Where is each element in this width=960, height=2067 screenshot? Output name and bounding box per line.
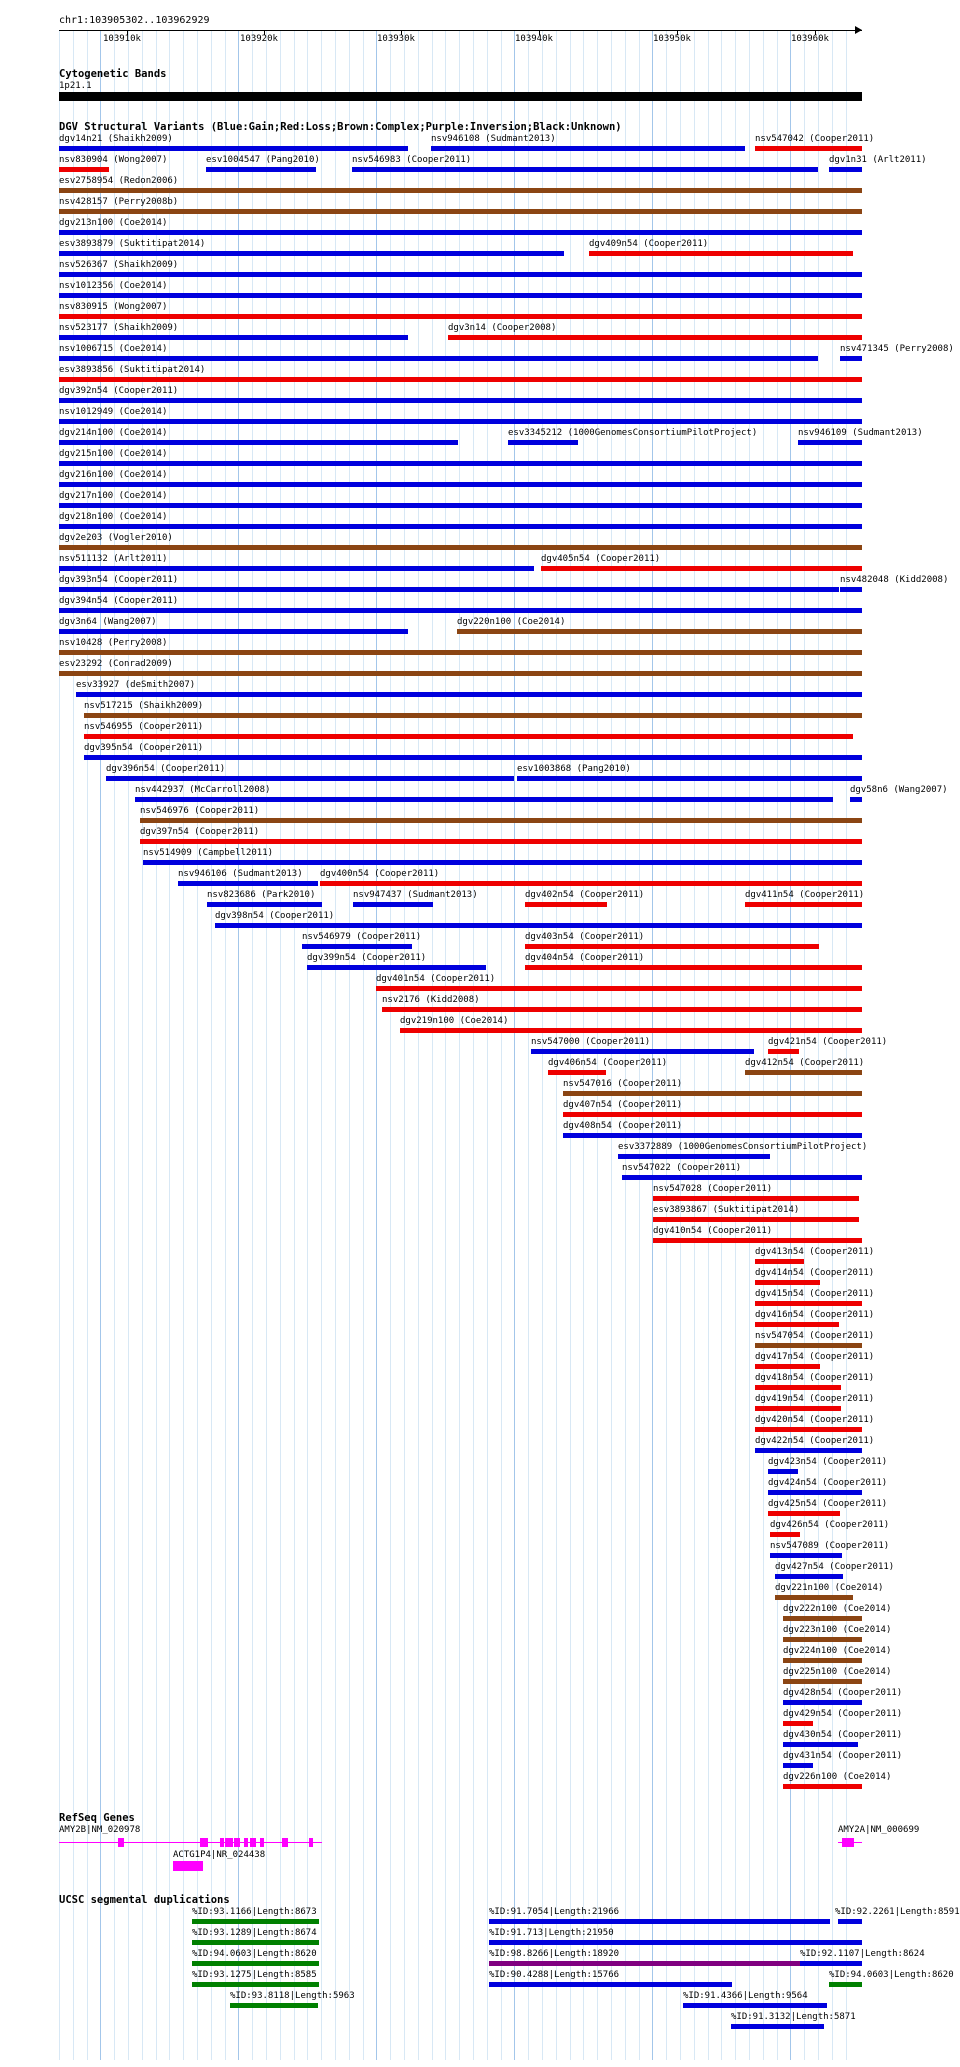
gene-exon: [282, 1838, 288, 1847]
variant-label[interactable]: dgv424n54 (Cooper2011): [768, 1478, 888, 1488]
variant-bar[interactable]: [143, 860, 862, 865]
variant-bar[interactable]: [59, 293, 862, 298]
variant-bar[interactable]: [755, 1364, 820, 1369]
variant-bar[interactable]: [653, 1196, 859, 1201]
variant-bar[interactable]: [508, 440, 578, 445]
variant-label[interactable]: dgv410n54 (Cooper2011): [653, 1226, 773, 1236]
variant-label[interactable]: esv1004547 (Pang2010): [206, 155, 320, 165]
variant-label[interactable]: nsv547042 (Cooper2011): [755, 134, 875, 144]
variant-label[interactable]: dgv422n54 (Cooper2011): [755, 1436, 875, 1446]
variant-label[interactable]: nsv546979 (Cooper2011): [302, 932, 422, 942]
dgv-track-title[interactable]: DGV Structural Variants (Blue:Gain;Red:Loss;Brown:Complex;Purple:Inversion;Black:Unknown): [59, 121, 622, 133]
variant-bar[interactable]: [770, 1532, 800, 1537]
variant-label[interactable]: nsv946108 (Sudmant2013): [431, 134, 556, 144]
variant-bar[interactable]: [563, 1091, 862, 1096]
variant-bar[interactable]: [850, 797, 862, 802]
variant-label[interactable]: nsv547028 (Cooper2011): [653, 1184, 773, 1194]
variant-label[interactable]: nsv1006715 (Coe2014): [59, 344, 168, 354]
variant-bar[interactable]: [206, 167, 316, 172]
variant-label[interactable]: dgv418n54 (Cooper2011): [755, 1373, 875, 1383]
variant-bar[interactable]: [59, 251, 564, 256]
segdup-label[interactable]: %ID:90.4288|Length:15766: [489, 1970, 620, 1980]
variant-bar[interactable]: [59, 440, 458, 445]
variant-bar[interactable]: [59, 356, 818, 361]
segdup-label[interactable]: %ID:93.8118|Length:5963: [230, 1991, 355, 2001]
variant-bar[interactable]: [755, 146, 862, 151]
variant-label[interactable]: dgv420n54 (Cooper2011): [755, 1415, 875, 1425]
variant-bar[interactable]: [59, 419, 862, 424]
variant-label[interactable]: nsv2176 (Kidd2008): [382, 995, 480, 1005]
segdup-label[interactable]: %ID:91.7054|Length:21966: [489, 1907, 620, 1917]
variant-bar[interactable]: [376, 986, 862, 991]
gene-label[interactable]: AMY2A|NM_000699: [838, 1825, 920, 1835]
variant-label[interactable]: dgv409n54 (Cooper2011): [589, 239, 709, 249]
variant-label[interactable]: dgv405n54 (Cooper2011): [541, 554, 661, 564]
variant-bar[interactable]: [755, 1301, 862, 1306]
variant-label[interactable]: esv3345212 (1000GenomesConsortiumPilotProject): [508, 428, 758, 438]
segdup-label[interactable]: %ID:98.8266|Length:18920: [489, 1949, 620, 1959]
variant-label[interactable]: dgv419n54 (Cooper2011): [755, 1394, 875, 1404]
variant-label[interactable]: nsv830915 (Wong2007): [59, 302, 168, 312]
variant-label[interactable]: nsv546983 (Cooper2011): [352, 155, 472, 165]
variant-label[interactable]: dgv428n54 (Cooper2011): [783, 1688, 903, 1698]
segdup-bar[interactable]: [489, 1919, 830, 1924]
variant-label[interactable]: dgv221n100 (Coe2014): [775, 1583, 884, 1593]
variant-label[interactable]: nsv947437 (Sudmant2013): [353, 890, 478, 900]
variant-label[interactable]: nsv442937 (McCarroll2008): [135, 785, 271, 795]
gene-exon: [842, 1838, 854, 1847]
variant-bar[interactable]: [59, 482, 862, 487]
coordinates-label: chr1:103905302..103962929: [59, 15, 210, 26]
variant-bar[interactable]: [382, 1007, 862, 1012]
variant-label[interactable]: dgv213n100 (Coe2014): [59, 218, 168, 228]
variant-label[interactable]: dgv430n54 (Cooper2011): [783, 1730, 903, 1740]
segdup-bar[interactable]: [800, 1961, 862, 1966]
grid-line: [418, 30, 419, 2060]
variant-label[interactable]: dgv403n54 (Cooper2011): [525, 932, 645, 942]
segdup-label[interactable]: %ID:94.0603|Length:8620: [192, 1949, 317, 1959]
variant-label[interactable]: dgv425n54 (Cooper2011): [768, 1499, 888, 1509]
gene-exon: [309, 1838, 313, 1847]
variant-label[interactable]: dgv1n31 (Arlt2011): [829, 155, 927, 165]
variant-bar[interactable]: [76, 692, 862, 697]
variant-bar[interactable]: [135, 797, 833, 802]
variant-bar[interactable]: [320, 881, 862, 886]
variant-bar[interactable]: [548, 1070, 606, 1075]
ruler-line: [59, 30, 862, 31]
cytoband-track-title[interactable]: Cytogenetic Bands: [59, 68, 167, 80]
variant-label[interactable]: dgv429n54 (Cooper2011): [783, 1709, 903, 1719]
variant-label[interactable]: dgv406n54 (Cooper2011): [548, 1058, 668, 1068]
segdup-bar[interactable]: [230, 2003, 318, 2008]
variant-label[interactable]: dgv413n54 (Cooper2011): [755, 1247, 875, 1257]
variant-bar[interactable]: [84, 713, 862, 718]
segdup-label[interactable]: %ID:94.0603|Length:8620: [829, 1970, 954, 1980]
variant-bar[interactable]: [59, 377, 862, 382]
segdup-label[interactable]: %ID:92.1107|Length:8624: [800, 1949, 925, 1959]
variant-label[interactable]: nsv946106 (Sudmant2013): [178, 869, 303, 879]
variant-label[interactable]: dgv415n54 (Cooper2011): [755, 1289, 875, 1299]
variant-bar[interactable]: [59, 587, 839, 592]
variant-bar[interactable]: [768, 1490, 862, 1495]
variant-label[interactable]: esv3893867 (Suktitipat2014): [653, 1205, 800, 1215]
segdup-bar[interactable]: [192, 1919, 319, 1924]
segdup-bar[interactable]: [731, 2024, 824, 2029]
variant-label[interactable]: nsv547022 (Cooper2011): [622, 1163, 742, 1173]
variant-bar[interactable]: [59, 314, 862, 319]
variant-label[interactable]: dgv401n54 (Cooper2011): [376, 974, 496, 984]
gene-exon: [225, 1838, 233, 1847]
segdup-label[interactable]: %ID:92.2261|Length:8591: [835, 1907, 960, 1917]
variant-label[interactable]: nsv547054 (Cooper2011): [755, 1331, 875, 1341]
variant-bar[interactable]: [106, 776, 514, 781]
variant-label[interactable]: dgv398n54 (Cooper2011): [215, 911, 335, 921]
variant-label[interactable]: dgv400n54 (Cooper2011): [320, 869, 440, 879]
variant-bar[interactable]: [589, 251, 853, 256]
variant-bar[interactable]: [745, 902, 862, 907]
variant-label[interactable]: dgv223n100 (Coe2014): [783, 1625, 892, 1635]
variant-bar[interactable]: [829, 167, 862, 172]
variant-stub: [59, 568, 60, 573]
cytoband-bar[interactable]: [59, 92, 862, 101]
variant-bar[interactable]: [770, 1553, 842, 1558]
segdup-bar[interactable]: [192, 1961, 319, 1966]
variant-label[interactable]: nsv428157 (Perry2008b): [59, 197, 179, 207]
variant-bar[interactable]: [563, 1133, 862, 1138]
variant-bar[interactable]: [59, 608, 862, 613]
segdup-bar[interactable]: [838, 1919, 862, 1924]
ruler-arrow-right-icon: [855, 26, 862, 34]
variant-label[interactable]: dgv214n100 (Coe2014): [59, 428, 168, 438]
gene-exon: [173, 1861, 203, 1871]
variant-bar[interactable]: [215, 923, 862, 928]
variant-bar[interactable]: [59, 566, 534, 571]
variant-bar[interactable]: [653, 1217, 859, 1222]
variant-label[interactable]: dgv408n54 (Cooper2011): [563, 1121, 683, 1131]
variant-bar[interactable]: [541, 566, 862, 571]
segdup-label[interactable]: %ID:91.4366|Length:9564: [683, 1991, 808, 2001]
segdup-bar[interactable]: [829, 1982, 862, 1987]
variant-label[interactable]: dgv3n14 (Cooper2008): [448, 323, 557, 333]
variant-bar[interactable]: [59, 545, 862, 550]
variant-bar[interactable]: [525, 902, 607, 907]
variant-label[interactable]: nsv526367 (Shaikh2009): [59, 260, 179, 270]
variant-bar[interactable]: [400, 1028, 862, 1033]
segdup-label[interactable]: %ID:93.1289|Length:8674: [192, 1928, 317, 1938]
variant-bar[interactable]: [59, 188, 862, 193]
variant-label[interactable]: esv33927 (deSmith2007): [76, 680, 196, 690]
variant-bar[interactable]: [140, 818, 862, 823]
variant-bar[interactable]: [783, 1763, 813, 1768]
variant-label[interactable]: dgv397n54 (Cooper2011): [140, 827, 260, 837]
variant-bar[interactable]: [59, 335, 408, 340]
variant-label[interactable]: esv2758954 (Redon2006): [59, 176, 179, 186]
variant-label[interactable]: dgv393n54 (Cooper2011): [59, 575, 179, 585]
variant-label[interactable]: dgv219n100 (Coe2014): [400, 1016, 509, 1026]
variant-label[interactable]: esv3893856 (Suktitipat2014): [59, 365, 206, 375]
refseq-track-title[interactable]: RefSeq Genes: [59, 1812, 135, 1824]
variant-label[interactable]: dgv423n54 (Cooper2011): [768, 1457, 888, 1467]
variant-bar[interactable]: [307, 965, 486, 970]
variant-bar[interactable]: [352, 167, 818, 172]
variant-label[interactable]: nsv514909 (Campbell2011): [143, 848, 274, 858]
variant-label[interactable]: nsv547000 (Cooper2011): [531, 1037, 651, 1047]
variant-bar[interactable]: [755, 1280, 820, 1285]
gene-label[interactable]: ACTG1P4|NR_024438: [173, 1850, 266, 1860]
variant-bar[interactable]: [59, 503, 862, 508]
segdup-bar[interactable]: [489, 1940, 862, 1945]
variant-bar[interactable]: [783, 1616, 862, 1621]
gene-exon: [234, 1838, 240, 1847]
variant-label[interactable]: dgv396n54 (Cooper2011): [106, 764, 226, 774]
variant-label[interactable]: nsv511132 (Arlt2011): [59, 554, 168, 564]
variant-bar[interactable]: [775, 1595, 853, 1600]
variant-bar[interactable]: [59, 629, 408, 634]
ruler-tick-label: 103930k: [377, 34, 415, 44]
variant-bar[interactable]: [622, 1175, 862, 1180]
variant-bar[interactable]: [59, 230, 862, 235]
variant-label[interactable]: dgv58n6 (Wang2007): [850, 785, 948, 795]
variant-label[interactable]: dgv414n54 (Cooper2011): [755, 1268, 875, 1278]
variant-bar[interactable]: [768, 1049, 799, 1054]
variant-bar[interactable]: [59, 398, 862, 403]
variant-bar[interactable]: [431, 146, 745, 151]
variant-label[interactable]: dgv226n100 (Coe2014): [783, 1772, 892, 1782]
grid-line: [445, 30, 446, 2060]
gene-exon: [260, 1838, 264, 1847]
variant-label[interactable]: dgv394n54 (Cooper2011): [59, 596, 179, 606]
gene-exon: [200, 1838, 208, 1847]
ruler-tick-label: 103910k: [103, 34, 141, 44]
variant-bar[interactable]: [755, 1406, 841, 1411]
variant-label[interactable]: dgv392n54 (Cooper2011): [59, 386, 179, 396]
variant-bar[interactable]: [59, 524, 862, 529]
variant-label[interactable]: dgv220n100 (Coe2014): [457, 617, 566, 627]
variant-label[interactable]: nsv517215 (Shaikh2009): [84, 701, 204, 711]
variant-label[interactable]: dgv421n54 (Cooper2011): [768, 1037, 888, 1047]
variant-bar[interactable]: [840, 587, 862, 592]
variant-label[interactable]: dgv216n100 (Coe2014): [59, 470, 168, 480]
variant-bar[interactable]: [59, 146, 408, 151]
variant-label[interactable]: nsv830904 (Wong2007): [59, 155, 168, 165]
variant-label[interactable]: dgv402n54 (Cooper2011): [525, 890, 645, 900]
variant-label[interactable]: dgv404n54 (Cooper2011): [525, 953, 645, 963]
variant-bar[interactable]: [59, 272, 862, 277]
variant-bar[interactable]: [59, 209, 862, 214]
variant-label[interactable]: esv3372889 (1000GenomesConsortiumPilotProject): [618, 1142, 868, 1152]
variant-label[interactable]: nsv471345 (Perry2008): [840, 344, 954, 354]
variant-label[interactable]: nsv946109 (Sudmant2013): [798, 428, 923, 438]
variant-label[interactable]: dgv399n54 (Cooper2011): [307, 953, 427, 963]
variant-bar[interactable]: [768, 1469, 798, 1474]
variant-bar[interactable]: [457, 629, 862, 634]
variant-bar[interactable]: [783, 1742, 858, 1747]
variant-bar[interactable]: [755, 1343, 862, 1348]
ruler-tick-label: 103950k: [653, 34, 691, 44]
ruler-tick-label: 103960k: [791, 34, 829, 44]
variant-label[interactable]: nsv547016 (Cooper2011): [563, 1079, 683, 1089]
variant-label[interactable]: dgv3n64 (Wang2007): [59, 617, 157, 627]
variant-label[interactable]: dgv412n54 (Cooper2011): [745, 1058, 865, 1068]
variant-label[interactable]: dgv218n100 (Coe2014): [59, 512, 168, 522]
variant-bar[interactable]: [517, 776, 862, 781]
variant-bar[interactable]: [531, 1049, 754, 1054]
variant-label[interactable]: nsv546976 (Cooper2011): [140, 806, 260, 816]
variant-bar[interactable]: [140, 839, 862, 844]
gene-label[interactable]: AMY2B|NM_020978: [59, 1825, 141, 1835]
variant-label[interactable]: nsv1012356 (Coe2014): [59, 281, 168, 291]
variant-bar[interactable]: [59, 461, 862, 466]
variant-label[interactable]: dgv427n54 (Cooper2011): [775, 1562, 895, 1572]
variant-bar[interactable]: [783, 1721, 813, 1726]
variant-bar[interactable]: [840, 356, 862, 361]
cytoband-label: 1p21.1: [59, 81, 92, 91]
variant-label[interactable]: dgv2e203 (Vogler2010): [59, 533, 173, 543]
gene-exon: [220, 1838, 224, 1847]
variant-bar[interactable]: [207, 902, 322, 907]
variant-bar[interactable]: [84, 755, 862, 760]
variant-label[interactable]: dgv222n100 (Coe2014): [783, 1604, 892, 1614]
segdup-bar[interactable]: [683, 2003, 827, 2008]
segdup-track-title[interactable]: UCSC segmental duplications: [59, 1894, 230, 1906]
variant-label[interactable]: dgv224n100 (Coe2014): [783, 1646, 892, 1656]
variant-bar[interactable]: [755, 1385, 841, 1390]
segdup-bar[interactable]: [489, 1982, 732, 1987]
variant-bar[interactable]: [783, 1784, 862, 1789]
variant-label[interactable]: dgv14n21 (Shaikh2009): [59, 134, 173, 144]
variant-bar[interactable]: [755, 1448, 862, 1453]
ruler-tick-label: 103920k: [240, 34, 278, 44]
variant-label[interactable]: dgv416n54 (Cooper2011): [755, 1310, 875, 1320]
variant-bar[interactable]: [783, 1637, 862, 1642]
variant-bar[interactable]: [618, 1154, 770, 1159]
variant-label[interactable]: dgv411n54 (Cooper2011): [745, 890, 865, 900]
variant-bar[interactable]: [59, 671, 862, 676]
variant-label[interactable]: dgv215n100 (Coe2014): [59, 449, 168, 459]
variant-label[interactable]: esv3893879 (Suktitipat2014): [59, 239, 206, 249]
segdup-bar[interactable]: [192, 1940, 319, 1945]
ruler-tick-label: 103940k: [515, 34, 553, 44]
variant-bar[interactable]: [755, 1322, 839, 1327]
variant-label[interactable]: esv23292 (Conrad2009): [59, 659, 173, 669]
variant-label[interactable]: nsv482048 (Kidd2008): [840, 575, 949, 585]
variant-bar[interactable]: [353, 902, 433, 907]
variant-label[interactable]: dgv407n54 (Cooper2011): [563, 1100, 683, 1110]
segdup-bar[interactable]: [192, 1982, 319, 1987]
variant-bar[interactable]: [448, 335, 862, 340]
variant-label[interactable]: nsv523177 (Shaikh2009): [59, 323, 179, 333]
variant-bar[interactable]: [563, 1112, 862, 1117]
variant-bar[interactable]: [768, 1511, 840, 1516]
variant-bar[interactable]: [745, 1070, 862, 1075]
variant-bar[interactable]: [783, 1658, 862, 1663]
variant-bar[interactable]: [755, 1427, 862, 1432]
variant-bar[interactable]: [302, 944, 412, 949]
variant-bar[interactable]: [755, 1259, 804, 1264]
variant-label[interactable]: dgv217n100 (Coe2014): [59, 491, 168, 501]
segdup-label[interactable]: %ID:91.713|Length:21950: [489, 1928, 614, 1938]
variant-bar[interactable]: [783, 1679, 862, 1684]
variant-bar[interactable]: [59, 167, 109, 172]
variant-bar[interactable]: [775, 1574, 843, 1579]
variant-bar[interactable]: [798, 440, 862, 445]
variant-label[interactable]: dgv395n54 (Cooper2011): [84, 743, 204, 753]
variant-label[interactable]: nsv10428 (Perry2008): [59, 638, 168, 648]
variant-bar[interactable]: [525, 965, 862, 970]
variant-label[interactable]: dgv225n100 (Coe2014): [783, 1667, 892, 1677]
grid-line: [432, 30, 433, 2060]
gene-exon: [118, 1838, 124, 1847]
variant-bar[interactable]: [525, 944, 819, 949]
variant-label[interactable]: dgv417n54 (Cooper2011): [755, 1352, 875, 1362]
variant-label[interactable]: nsv546955 (Cooper2011): [84, 722, 204, 732]
variant-label[interactable]: dgv431n54 (Cooper2011): [783, 1751, 903, 1761]
variant-label[interactable]: nsv823686 (Park2010): [207, 890, 316, 900]
segdup-label[interactable]: %ID:91.3132|Length:5871: [731, 2012, 856, 2022]
segdup-label[interactable]: %ID:93.1166|Length:8673: [192, 1907, 317, 1917]
variant-label[interactable]: esv1003868 (Pang2010): [517, 764, 631, 774]
segdup-label[interactable]: %ID:93.1275|Length:8585: [192, 1970, 317, 1980]
variant-bar[interactable]: [653, 1238, 862, 1243]
variant-bar[interactable]: [59, 650, 862, 655]
variant-label[interactable]: nsv547089 (Cooper2011): [770, 1541, 890, 1551]
variant-bar[interactable]: [783, 1700, 862, 1705]
variant-bar[interactable]: [178, 881, 318, 886]
variant-label[interactable]: nsv1012949 (Coe2014): [59, 407, 168, 417]
gene-exon: [250, 1838, 256, 1847]
gene-exon: [244, 1838, 248, 1847]
variant-label[interactable]: dgv426n54 (Cooper2011): [770, 1520, 890, 1530]
variant-bar[interactable]: [84, 734, 853, 739]
